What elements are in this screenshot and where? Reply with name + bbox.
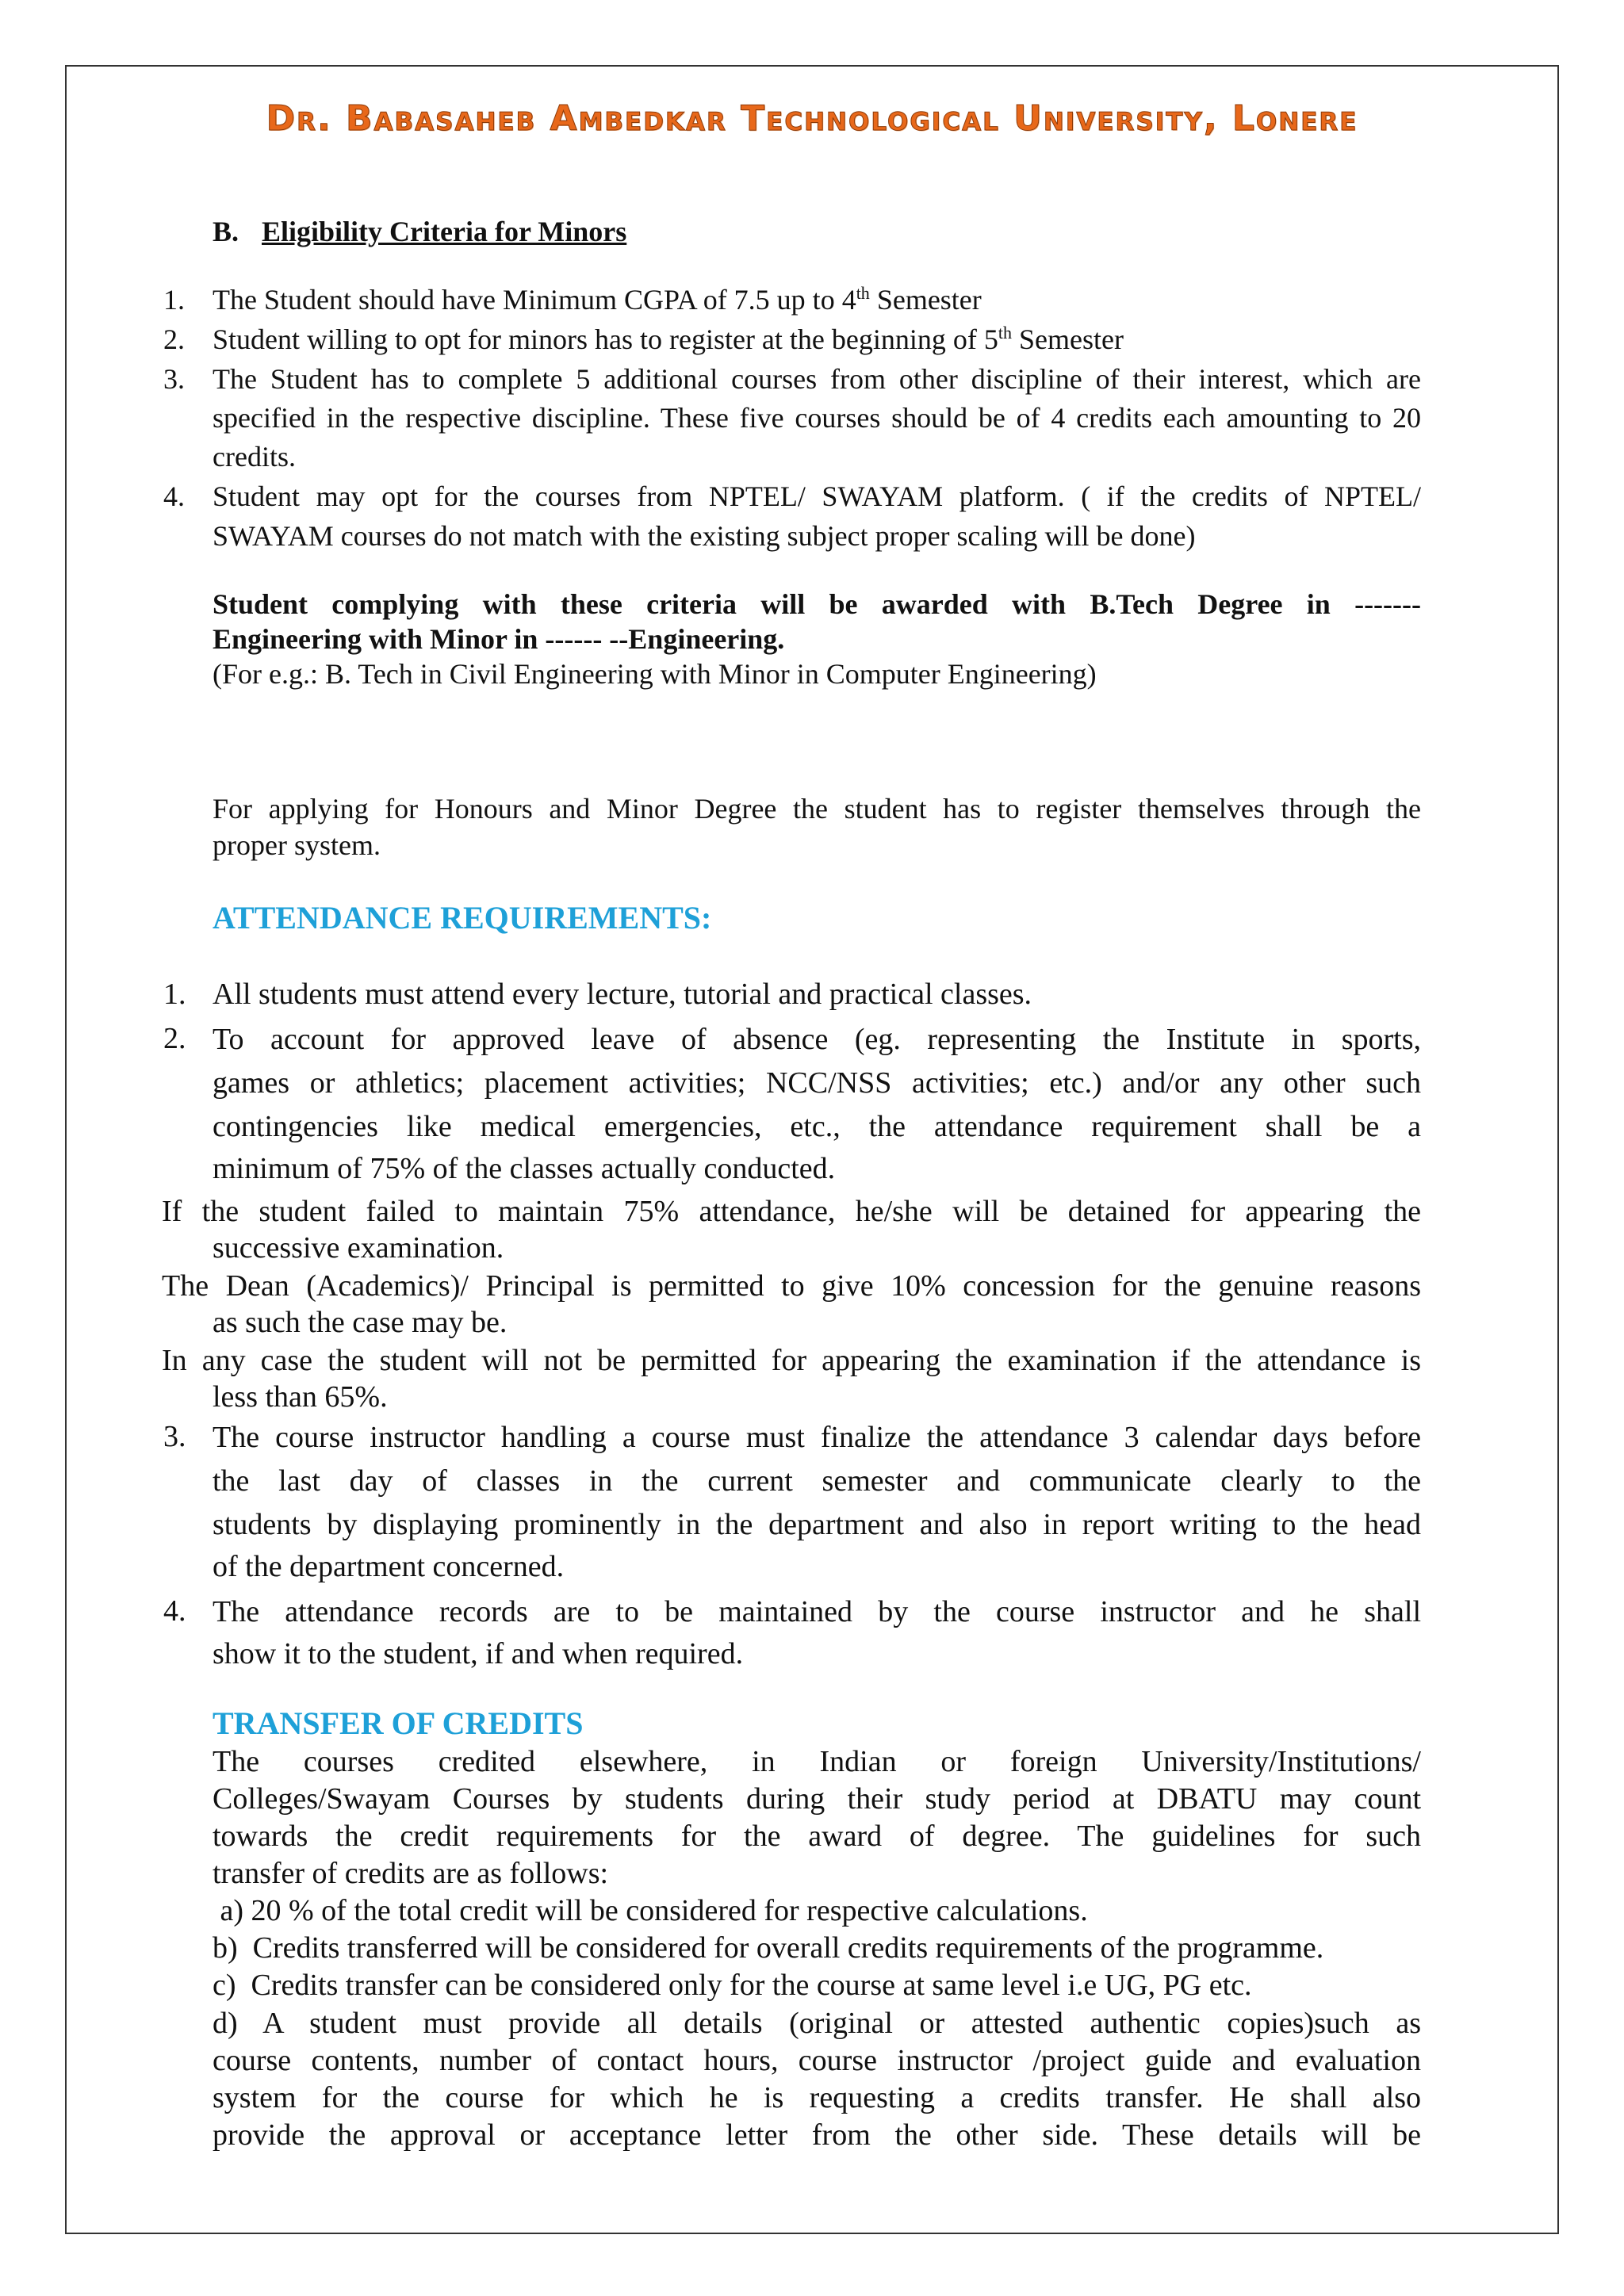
- list-item-line: credits.: [213, 441, 296, 473]
- apply-paragraph: proper system.: [213, 829, 381, 861]
- transfer-paragraph: The courses credited elsewhere, in Indian or foreign University/Institutions/: [213, 1745, 1421, 1778]
- transfer-guideline-c: c) Credits transfer can be considered only for the course at same level i.e UG, PG etc.: [213, 1969, 1252, 2002]
- transfer-guideline-d: provide the approval or acceptance letter from the other side. These details will be: [213, 2118, 1421, 2152]
- list-item-line: minimum of 75% of the classes actually conducted.: [213, 1152, 836, 1185]
- transfer-guideline-d: system for the course for which he is requesting a credits transfer. He shall also: [213, 2081, 1421, 2114]
- award-statement: Student complying with these criteria will be awarded with B.Tech Degree in -------: [213, 588, 1421, 620]
- attendance-paragraph: successive examination.: [213, 1231, 504, 1265]
- transfer-paragraph: towards the credit requirements for the award of degree. The guidelines for such: [213, 1820, 1421, 1853]
- list-number: 2.: [163, 323, 185, 355]
- example-note: (For e.g.: B. Tech in Civil Engineering with Minor in Computer Engineering): [213, 658, 1097, 690]
- list-item: The Student should have Minimum CGPA of 7.5 up to 4th Semester: [213, 283, 982, 316]
- transfer-guideline-a: a) 20 % of the total credit will be considered for respective calculations.: [213, 1894, 1088, 1927]
- list-item-line: specified in the respective discipline. These five courses should be of 4 credits each amounting to 20: [213, 402, 1421, 434]
- transfer-guideline-d: d) A student must provide all details (original or attested authentic copies)such as: [213, 2007, 1421, 2040]
- attendance-paragraph: If the student failed to maintain 75% attendance, he/she will be detained for appearing the: [162, 1195, 1421, 1228]
- transfer-heading: TRANSFER OF CREDITS: [213, 1705, 584, 1741]
- list-number: 3.: [163, 363, 185, 395]
- university-title: Dr. Babasaheb Ambedkar Technological University, Lonere: [266, 98, 1358, 139]
- attendance-paragraph: less than 65%.: [213, 1380, 388, 1414]
- list-item-line: students by displaying prominently in the department and also in report writing to the head: [213, 1508, 1421, 1541]
- list-item: All students must attend every lecture, tutorial and practical classes.: [213, 978, 1032, 1011]
- attendance-paragraph: as such the case may be.: [213, 1306, 508, 1339]
- transfer-guideline-d: course contents, number of contact hours, course instructor /project guide and evaluation: [213, 2044, 1421, 2077]
- list-item-line: The attendance records are to be maintained by the course instructor and he shall: [213, 1595, 1421, 1628]
- list-number: 1.: [163, 284, 185, 316]
- list-item-line: SWAYAM courses do not match with the existing subject proper scaling will be done): [213, 520, 1196, 552]
- list-item-line: games or athletics; placement activities; NCC/NSS activities; etc.) and/or any other such: [213, 1066, 1421, 1100]
- list-item-line: show it to the student, if and when required.: [213, 1637, 744, 1670]
- list-number: 4.: [163, 1594, 186, 1628]
- section-label: B.: [213, 216, 239, 247]
- attendance-paragraph: In any case the student will not be permitted for appearing the examination if the attendance is: [162, 1344, 1421, 1377]
- transfer-paragraph: transfer of credits are as follows:: [213, 1857, 609, 1890]
- list-item-line: of the department concerned.: [213, 1550, 565, 1583]
- list-item: Student willing to opt for minors has to register at the beginning of 5th Semester: [213, 323, 1124, 355]
- list-item-line: Student may opt for the courses from NPTEL/ SWAYAM platform. ( if the credits of NPTEL/: [213, 480, 1421, 512]
- transfer-paragraph: Colleges/Swayam Courses by students during their study period at DBATU may count: [213, 1782, 1421, 1816]
- list-item-line: the last day of classes in the current semester and communicate clearly to the: [213, 1464, 1421, 1498]
- list-number: 3.: [163, 1420, 186, 1453]
- list-number: 1.: [163, 978, 186, 1011]
- transfer-guideline-b: b) Credits transferred will be considered for overall credits requirements of the programme.: [213, 1931, 1324, 1965]
- list-number: 2.: [163, 1022, 186, 1055]
- list-item-line: The course instructor handling a course must finalize the attendance 3 calendar days before: [213, 1421, 1421, 1454]
- list-item-line: The Student has to complete 5 additional courses from other discipline of their interest, which are: [213, 363, 1421, 395]
- apply-paragraph: For applying for Honours and Minor Degree the student has to register themselves through the: [213, 793, 1421, 825]
- list-item-line: contingencies like medical emergencies, etc., the attendance requirement shall be a: [213, 1110, 1421, 1143]
- attendance-paragraph: The Dean (Academics)/ Principal is permitted to give 10% concession for the genuine reasons: [162, 1269, 1421, 1303]
- attendance-heading: ATTENDANCE REQUIREMENTS:: [213, 900, 712, 936]
- award-statement: Engineering with Minor in ------ --Engineering.: [213, 623, 785, 655]
- list-number: 4.: [163, 480, 185, 512]
- list-item-line: To account for approved leave of absence (eg. representing the Institute in sports,: [213, 1023, 1421, 1056]
- section-heading: Eligibility Criteria for Minors: [262, 216, 627, 247]
